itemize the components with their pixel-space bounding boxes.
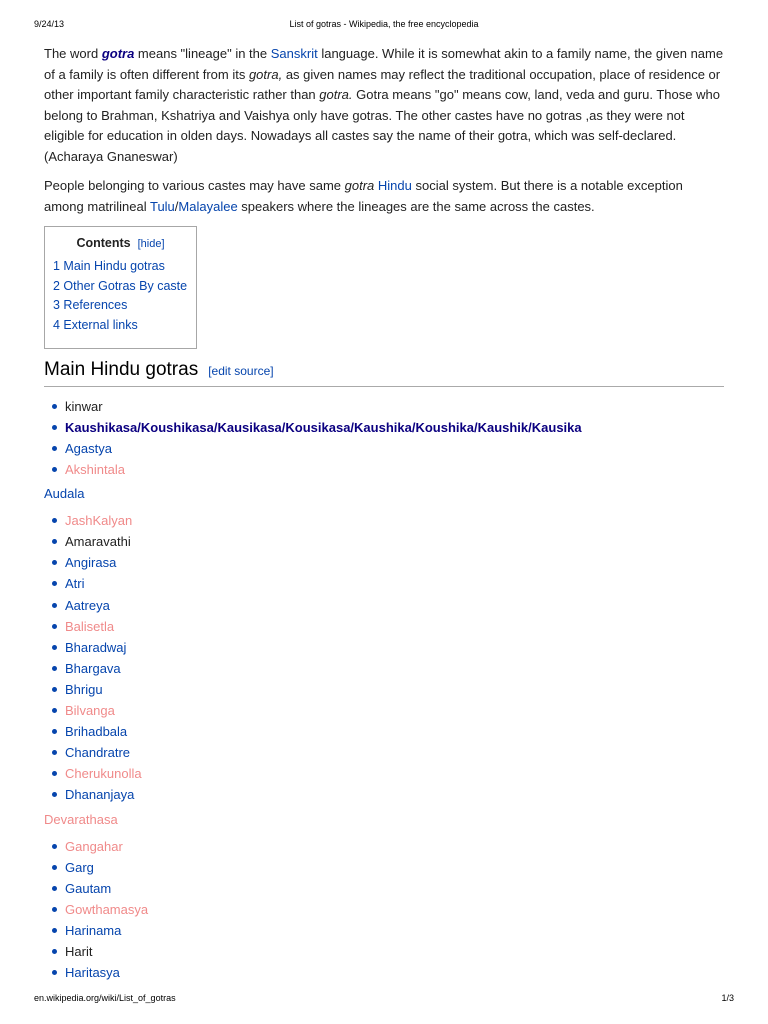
bullet-icon <box>52 886 57 891</box>
gotra-list-2 <box>44 510 724 805</box>
tulu-link[interactable]: Tulu <box>149 198 175 214</box>
gotra-item-label[interactable]: Gautam <box>65 880 112 896</box>
text: / <box>174 198 179 214</box>
gotra-item-label[interactable]: Atri <box>65 576 85 592</box>
toc-list <box>53 257 196 336</box>
gotra-item-label[interactable]: Brihadbala <box>65 724 128 740</box>
bullet-icon <box>52 729 57 734</box>
print-title: List of gotras - Wikipedia, the free encyclopedia <box>289 19 479 29</box>
gotra-item-label: kinwar <box>65 398 103 414</box>
list-item <box>44 658 724 679</box>
gotra-item-label[interactable]: Balisetla <box>65 618 115 634</box>
table-of-contents <box>44 226 197 349</box>
list-item <box>44 459 724 480</box>
list-item <box>44 899 724 920</box>
list-item <box>44 552 724 573</box>
list-item <box>44 857 724 878</box>
text-italic: gotra <box>344 178 375 193</box>
gotra-list-1 <box>44 396 724 480</box>
list-item <box>44 417 724 438</box>
bullet-icon <box>52 581 57 586</box>
list-item <box>44 700 724 721</box>
bullet-icon <box>52 560 57 565</box>
toc-item-external-links[interactable]: 4 External links <box>53 318 138 333</box>
bullet-icon <box>52 467 57 472</box>
section-title: Main Hindu gotras <box>44 358 199 380</box>
text: as given names may reflect the traditional occupation, place of residence or other important family characteristic rather than <box>44 66 721 102</box>
gotra-item-label[interactable]: Haritasya <box>65 965 120 981</box>
list-item <box>44 784 724 805</box>
list-item <box>44 763 724 784</box>
bullet-icon <box>52 645 57 650</box>
text: social system. But there is a notable exception among matrilineal <box>44 178 683 214</box>
gotra-item-label[interactable]: Agastya <box>65 441 112 456</box>
gotra-item-label[interactable]: Gowthamasya <box>65 901 149 917</box>
list-item <box>44 962 724 983</box>
bullet-icon <box>52 518 57 523</box>
gotra-item-label[interactable]: Angirasa <box>65 555 117 571</box>
text: language. While it is somewhat akin to a family name, the given name of a family is often different from its <box>44 46 724 82</box>
text: means "lineage" in the <box>134 46 271 61</box>
text: Gotra means "go" means cow, land, veda and guru. Those who belong to Brahman, Kshatriya and Vaishya only have gotras. The other castes have no gotras ,as they were not eligible for education in olden days. Nowadays all castes say the name of their gotra, which was self-declared. (Acharaya Gnaneswar) <box>44 87 720 164</box>
article-content <box>44 44 724 983</box>
bullet-icon <box>52 404 57 409</box>
bullet-icon <box>52 446 57 451</box>
bullet-icon <box>52 844 57 849</box>
list-item <box>44 396 724 417</box>
gotra-item-label[interactable]: JashKalyan <box>65 513 133 529</box>
list-item <box>44 742 724 763</box>
list-item <box>44 531 724 552</box>
list-item <box>44 595 724 616</box>
gotra-link[interactable]: gotra <box>101 46 135 61</box>
bullet-icon <box>52 666 57 671</box>
gotra-item-label[interactable]: Cherukunolla <box>65 766 142 782</box>
gotra-item-label: Harit <box>65 943 93 959</box>
list-item <box>44 878 724 899</box>
toc-item-main-hindu-gotras[interactable]: 1 Main Hindu gotras <box>53 259 165 273</box>
page-number: 1/3 <box>721 993 734 1003</box>
bullet-icon <box>52 624 57 629</box>
bullet-icon <box>52 970 57 975</box>
intro-paragraph-1 <box>44 44 724 167</box>
bullet-icon <box>52 750 57 755</box>
bullet-icon <box>52 539 57 544</box>
bullet-icon <box>52 425 57 430</box>
list-item <box>44 721 724 742</box>
list-item <box>44 637 724 658</box>
edit-source-link[interactable]: [edit source] <box>208 363 274 378</box>
gotra-item-label[interactable]: Gangahar <box>65 838 123 854</box>
list-item <box>44 836 724 857</box>
malayalee-link[interactable]: Malayalee <box>178 198 238 214</box>
gotra-item-label[interactable]: Kaushikasa/Koushikasa/Kausikasa/Kousikasa/Kaushika/Koushika/Kaushik/Kausika <box>65 419 582 435</box>
sanskrit-link[interactable]: Sanskrit <box>270 46 318 61</box>
gotra-item-label[interactable]: Bhargava <box>65 660 121 676</box>
gotra-item-label[interactable]: Aatreya <box>65 597 110 613</box>
gotra-item-label[interactable]: Akshintala <box>65 462 125 478</box>
toc-item-other-gotras[interactable]: 2 Other Gotras By caste <box>53 278 188 293</box>
bullet-icon <box>52 771 57 776</box>
text: The word <box>44 46 102 61</box>
list-item <box>44 920 724 941</box>
toc-header <box>45 233 196 254</box>
bullet-icon <box>52 949 57 954</box>
print-url: en.wikipedia.org/wiki/List_of_gotras <box>34 993 176 1003</box>
list-item <box>44 573 724 594</box>
gotra-item-label[interactable]: Bharadwaj <box>65 639 127 655</box>
text-italic: gotra, <box>248 66 283 82</box>
list-item <box>44 510 724 531</box>
audala-link[interactable]: Audala <box>44 486 85 502</box>
hindu-link[interactable]: Hindu <box>377 178 412 193</box>
list-item <box>44 679 724 700</box>
text: People belonging to various castes may have same <box>44 178 345 193</box>
bullet-icon <box>52 928 57 933</box>
list-item <box>44 616 724 637</box>
list-item <box>44 438 724 459</box>
text: speakers where the lineages are the same across the castes. <box>237 198 595 214</box>
gotra-item-label[interactable]: Harinama <box>65 922 122 938</box>
gotra-item-label[interactable]: Garg <box>65 859 94 875</box>
bullet-icon <box>52 687 57 692</box>
gotra-item-label[interactable]: Bilvanga <box>65 703 115 719</box>
intro-paragraph-2 <box>44 176 724 217</box>
bullet-icon <box>52 708 57 713</box>
section-heading <box>44 357 724 387</box>
bullet-icon <box>52 792 57 797</box>
bullet-icon <box>52 603 57 608</box>
devarathasa-link[interactable]: Devarathasa <box>44 811 118 827</box>
gotra-list-3 <box>44 836 724 984</box>
toc-item-references[interactable]: 3 References <box>53 298 128 313</box>
toc-title: Contents <box>76 236 131 250</box>
gotra-item-label[interactable]: Dhananjaya <box>65 787 135 803</box>
print-date: 9/24/13 <box>34 19 65 29</box>
gotra-item-label[interactable]: Bhrigu <box>65 681 103 697</box>
list-item <box>44 941 724 962</box>
bullet-icon <box>52 907 57 912</box>
gotra-item-label[interactable]: Chandratre <box>65 745 131 761</box>
gotra-item-label: Amaravathi <box>65 534 131 550</box>
toc-hide-link[interactable]: [hide] <box>137 238 165 250</box>
text-italic: gotra. <box>319 87 353 102</box>
bullet-icon <box>52 865 57 870</box>
